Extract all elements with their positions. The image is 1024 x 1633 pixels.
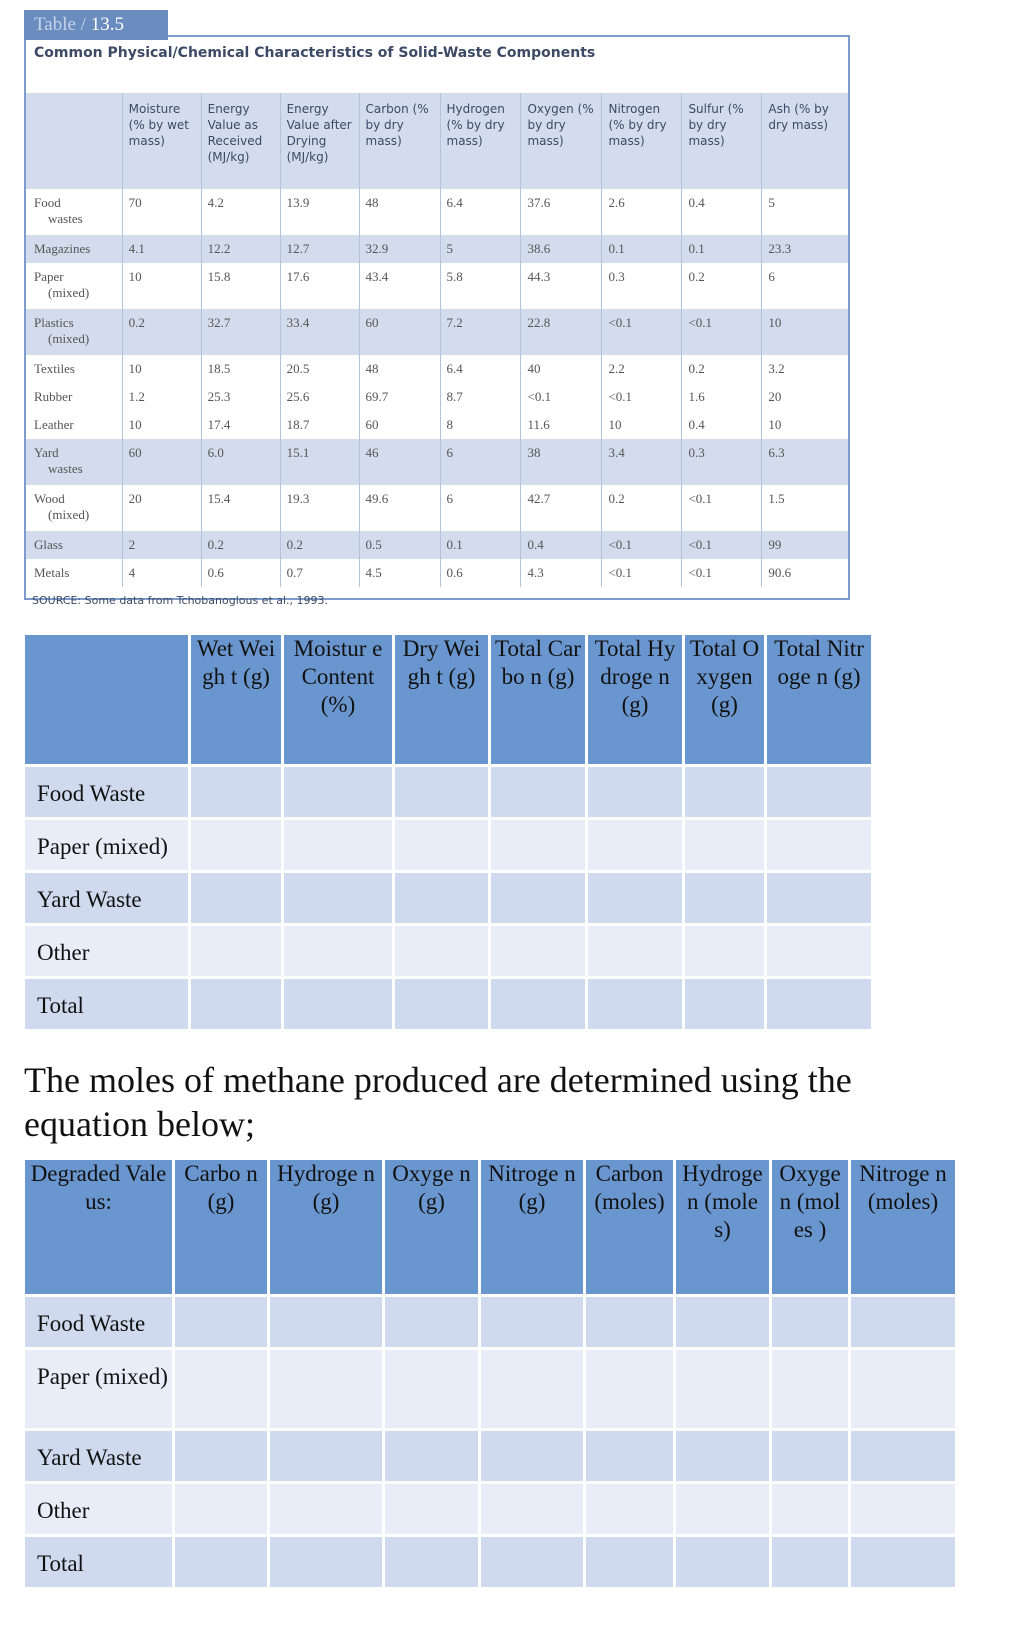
- table-cell: 6: [440, 439, 521, 485]
- table-cell: 46: [359, 439, 440, 485]
- empty-cell[interactable]: [191, 820, 281, 870]
- table-cell: 5: [440, 235, 521, 263]
- table-cell: 37.6: [521, 189, 602, 235]
- table-cell: 99: [762, 531, 848, 559]
- table-cell: <0.1: [682, 559, 762, 587]
- row-label: Yard Waste: [25, 873, 188, 923]
- table-cell: 18.5: [201, 355, 280, 383]
- table-row: [25, 1484, 955, 1534]
- empty-cell[interactable]: [395, 820, 488, 870]
- table-cell: 11.6: [521, 411, 602, 439]
- table-cell: 4.3: [521, 559, 602, 587]
- column-header: Total Nitroge n (g): [767, 635, 871, 764]
- table-cell: 44.3: [521, 263, 602, 309]
- table-cell: <0.1: [682, 309, 762, 355]
- row-label: Other: [25, 1484, 172, 1534]
- table-cell: 6: [440, 485, 521, 531]
- table-cell: 15.4: [201, 485, 280, 531]
- row-label: Paper (mixed): [25, 1350, 172, 1428]
- row-label: [26, 531, 122, 559]
- table-cell: <0.1: [682, 531, 762, 559]
- table-cell: 0.4: [682, 411, 762, 439]
- table-cell: 38.6: [521, 235, 602, 263]
- row-label: [26, 485, 122, 531]
- column-header: Carbon (% by dry mass): [359, 93, 440, 189]
- table-cell: 5: [762, 189, 848, 235]
- table-cell: 38: [521, 439, 602, 485]
- empty-cell[interactable]: [191, 873, 281, 923]
- row-label: Total: [25, 1537, 172, 1587]
- column-header: Total Hydroge n (g): [588, 635, 682, 764]
- row-label-text: Glass: [34, 537, 63, 552]
- table-cell: 4: [122, 559, 201, 587]
- column-header: Moistur e Content (%): [284, 635, 392, 764]
- table-cell: <0.1: [602, 309, 682, 355]
- row-label: [26, 235, 122, 263]
- table-cell: 8.7: [440, 383, 521, 411]
- column-header: Oxyge n (g): [385, 1160, 478, 1294]
- column-header: Total Carbo n (g): [491, 635, 585, 764]
- empty-cell[interactable]: [191, 979, 281, 1029]
- empty-cell[interactable]: [395, 926, 488, 976]
- empty-cell[interactable]: [481, 1537, 583, 1587]
- empty-cell[interactable]: [284, 979, 392, 1029]
- empty-cell[interactable]: [851, 1297, 955, 1347]
- column-header: Oxyge n (moles ): [772, 1160, 848, 1294]
- empty-cell[interactable]: [175, 1484, 267, 1534]
- column-header: Energy Value after Drying (MJ/kg): [280, 93, 359, 189]
- row-label: [26, 559, 122, 587]
- empty-cell[interactable]: [284, 820, 392, 870]
- table-cell: 33.4: [280, 309, 359, 355]
- table-cell: 10: [122, 355, 201, 383]
- table-cell: 10: [762, 411, 848, 439]
- empty-cell[interactable]: [767, 820, 871, 870]
- empty-cell[interactable]: [491, 767, 585, 817]
- table-cell: 0.1: [682, 235, 762, 263]
- empty-cell[interactable]: [270, 1537, 382, 1587]
- table-cell: 5.8: [440, 263, 521, 309]
- empty-cell[interactable]: [772, 1537, 848, 1587]
- column-header: Carbon (moles): [586, 1160, 673, 1294]
- empty-cell[interactable]: [270, 1350, 382, 1428]
- table-cell: 10: [602, 411, 682, 439]
- empty-cell[interactable]: [588, 767, 682, 817]
- row-label-text: Plastics: [34, 315, 74, 330]
- empty-cell[interactable]: [586, 1431, 673, 1481]
- row-label-continued: (mixed): [48, 331, 90, 346]
- row-label: [26, 411, 122, 439]
- row-label-text: Paper: [34, 269, 64, 284]
- row-label-text: Wood: [34, 491, 65, 506]
- table-cell: 4.2: [201, 189, 280, 235]
- table-row: [25, 926, 871, 976]
- table-cell: <0.1: [602, 531, 682, 559]
- table-cell: <0.1: [602, 383, 682, 411]
- empty-cell[interactable]: [586, 1297, 673, 1347]
- table-cell: 20: [122, 485, 201, 531]
- table-row: [26, 355, 848, 383]
- column-header: Hydroge n (moles): [676, 1160, 769, 1294]
- table-cell: 1.6: [682, 383, 762, 411]
- empty-cell[interactable]: [676, 1537, 769, 1587]
- table-number-label: [24, 10, 168, 40]
- empty-cell[interactable]: [175, 1297, 267, 1347]
- table-cell: 0.2: [602, 485, 682, 531]
- table-cell: 42.7: [521, 485, 602, 531]
- empty-cell[interactable]: [385, 1484, 478, 1534]
- row-label-text: Food: [34, 195, 61, 210]
- table-cell: 48: [359, 355, 440, 383]
- table-cell: 23.3: [762, 235, 848, 263]
- worksheet-degraded-table: [22, 1157, 958, 1590]
- empty-cell[interactable]: [491, 979, 585, 1029]
- table-row: [26, 235, 848, 263]
- empty-cell[interactable]: [767, 767, 871, 817]
- table-cell: 0.2: [122, 309, 201, 355]
- table-cell: 17.6: [280, 263, 359, 309]
- table-cell: 6.3: [762, 439, 848, 485]
- empty-cell[interactable]: [588, 873, 682, 923]
- table-cell: 0.4: [521, 531, 602, 559]
- table-row: [25, 1431, 955, 1481]
- empty-cell[interactable]: [395, 979, 488, 1029]
- row-label: Yard Waste: [25, 1431, 172, 1481]
- table-cell: 19.3: [280, 485, 359, 531]
- column-header: [25, 635, 188, 764]
- column-header: Nitrogen (% by dry mass): [602, 93, 682, 189]
- table-cell: 15.8: [201, 263, 280, 309]
- table-cell: 18.7: [280, 411, 359, 439]
- table-cell: 0.5: [359, 531, 440, 559]
- empty-cell[interactable]: [586, 1537, 673, 1587]
- empty-cell[interactable]: [270, 1297, 382, 1347]
- empty-cell[interactable]: [586, 1484, 673, 1534]
- row-label-continued: (mixed): [48, 285, 90, 300]
- table-cell: 12.2: [201, 235, 280, 263]
- table-cell: 43.4: [359, 263, 440, 309]
- empty-cell[interactable]: [685, 820, 764, 870]
- row-label: [26, 263, 122, 309]
- column-header: Nitroge n (moles): [851, 1160, 955, 1294]
- empty-cell[interactable]: [385, 1350, 478, 1428]
- row-label: Paper (mixed): [25, 820, 188, 870]
- empty-cell[interactable]: [481, 1431, 583, 1481]
- characteristics-table: [26, 93, 848, 587]
- empty-cell[interactable]: [767, 873, 871, 923]
- row-label-text: Rubber: [34, 389, 73, 404]
- column-header: Moisture (% by wet mass): [122, 93, 201, 189]
- table-cell: 3.4: [602, 439, 682, 485]
- empty-cell[interactable]: [851, 1431, 955, 1481]
- column-header: Hydroge n (g): [270, 1160, 382, 1294]
- table-cell: 0.7: [280, 559, 359, 587]
- table-row: [25, 767, 871, 817]
- table-cell: 4.5: [359, 559, 440, 587]
- empty-cell[interactable]: [395, 767, 488, 817]
- row-label: [26, 439, 122, 485]
- table-cell: <0.1: [521, 383, 602, 411]
- empty-cell[interactable]: [491, 820, 585, 870]
- table-cell: 6.0: [201, 439, 280, 485]
- table-row: [26, 531, 848, 559]
- table-cell: 0.4: [682, 189, 762, 235]
- row-label-text: Leather: [34, 417, 74, 432]
- column-header: Wet Weigh t (g): [191, 635, 281, 764]
- column-header: Nitroge n (g): [481, 1160, 583, 1294]
- row-label: Other: [25, 926, 188, 976]
- methane-equation-sentence: The moles of methane produced are determined using the equation below;: [24, 1060, 852, 1144]
- empty-cell[interactable]: [676, 1297, 769, 1347]
- row-label-text: Metals: [34, 565, 70, 580]
- table-cell: 60: [359, 309, 440, 355]
- table-source-note: SOURCE: Some data from Tchobanoglous et al., 1993.: [32, 594, 329, 607]
- table-cell: 10: [122, 411, 201, 439]
- row-label-text: Magazines: [34, 241, 91, 256]
- empty-cell[interactable]: [685, 873, 764, 923]
- table-cell: 0.6: [440, 559, 521, 587]
- empty-cell[interactable]: [851, 1537, 955, 1587]
- empty-cell[interactable]: [191, 926, 281, 976]
- empty-cell[interactable]: [772, 1297, 848, 1347]
- empty-cell[interactable]: [767, 926, 871, 976]
- table-row: [25, 873, 871, 923]
- table-row: [26, 485, 848, 531]
- table-cell: 6: [762, 263, 848, 309]
- empty-cell[interactable]: [175, 1350, 267, 1428]
- empty-cell[interactable]: [481, 1297, 583, 1347]
- column-header: Energy Value as Received (MJ/kg): [201, 93, 280, 189]
- totals-grid: [22, 632, 874, 1032]
- row-label: Food Waste: [25, 767, 188, 817]
- table-cell: 0.3: [682, 439, 762, 485]
- table-label-prefix: Table /: [34, 14, 86, 35]
- row-label-continued: (mixed): [48, 507, 90, 522]
- worksheet-totals-table: [22, 632, 874, 1032]
- empty-cell[interactable]: [191, 767, 281, 817]
- table-cell: 0.2: [280, 531, 359, 559]
- empty-cell[interactable]: [385, 1537, 478, 1587]
- empty-cell[interactable]: [685, 979, 764, 1029]
- table-cell: 1.5: [762, 485, 848, 531]
- table-cell: 4.1: [122, 235, 201, 263]
- table-cell: 0.1: [602, 235, 682, 263]
- empty-cell[interactable]: [586, 1350, 673, 1428]
- empty-cell[interactable]: [481, 1350, 583, 1428]
- table-cell: 17.4: [201, 411, 280, 439]
- table-cell: 2.2: [602, 355, 682, 383]
- empty-cell[interactable]: [676, 1350, 769, 1428]
- table-cell: 60: [359, 411, 440, 439]
- column-header: Dry Weigh t (g): [395, 635, 488, 764]
- empty-cell[interactable]: [676, 1431, 769, 1481]
- table-cell: 8: [440, 411, 521, 439]
- empty-cell[interactable]: [284, 926, 392, 976]
- empty-cell[interactable]: [772, 1484, 848, 1534]
- empty-cell[interactable]: [588, 979, 682, 1029]
- table-cell: 10: [762, 309, 848, 355]
- degraded-grid: [22, 1157, 958, 1590]
- table-cell: 25.6: [280, 383, 359, 411]
- column-header: Carbo n (g): [175, 1160, 267, 1294]
- table-cell: 70: [122, 189, 201, 235]
- table-cell: 10: [122, 263, 201, 309]
- row-label: [26, 309, 122, 355]
- table-row: [26, 383, 848, 411]
- table-row: [25, 1297, 955, 1347]
- table-cell: 12.7: [280, 235, 359, 263]
- column-header: [26, 93, 122, 189]
- table-row: [25, 1350, 955, 1428]
- empty-cell[interactable]: [175, 1431, 267, 1481]
- table-row: [25, 1537, 955, 1587]
- column-header: Hydrogen (% by dry mass): [440, 93, 521, 189]
- row-label: [26, 355, 122, 383]
- empty-cell[interactable]: [685, 767, 764, 817]
- row-label: Food Waste: [25, 1297, 172, 1347]
- table-cell: 15.1: [280, 439, 359, 485]
- column-header: Total Oxygen (g): [685, 635, 764, 764]
- row-label: [26, 383, 122, 411]
- table-row: [26, 559, 848, 587]
- table-cell: 69.7: [359, 383, 440, 411]
- table-cell: 25.3: [201, 383, 280, 411]
- table-row: [26, 411, 848, 439]
- table-cell: 0.2: [201, 531, 280, 559]
- empty-cell[interactable]: [481, 1484, 583, 1534]
- table-cell: 20: [762, 383, 848, 411]
- table-cell: 2: [122, 531, 201, 559]
- table-cell: 20.5: [280, 355, 359, 383]
- empty-cell[interactable]: [284, 767, 392, 817]
- empty-cell[interactable]: [772, 1350, 848, 1428]
- table-label-number: 13.5: [90, 14, 124, 35]
- table-cell: 3.2: [762, 355, 848, 383]
- table-cell: 0.6: [201, 559, 280, 587]
- table-cell: 32.7: [201, 309, 280, 355]
- table-row: [26, 439, 848, 485]
- table-cell: 40: [521, 355, 602, 383]
- table-cell: 60: [122, 439, 201, 485]
- column-header: Degraded Valeus:: [25, 1160, 172, 1294]
- empty-cell[interactable]: [772, 1431, 848, 1481]
- row-label-text: Textiles: [34, 361, 75, 376]
- table-cell: 49.6: [359, 485, 440, 531]
- table-cell: 0.2: [682, 263, 762, 309]
- table-cell: 90.6: [762, 559, 848, 587]
- empty-cell[interactable]: [284, 873, 392, 923]
- empty-cell[interactable]: [395, 873, 488, 923]
- table-cell: 13.9: [280, 189, 359, 235]
- column-header: Oxygen (% by dry mass): [521, 93, 602, 189]
- table-row: [26, 309, 848, 355]
- row-label-text: Yard: [34, 445, 59, 460]
- table-body: [26, 93, 848, 587]
- row-label: [26, 189, 122, 235]
- column-header: Sulfur (% by dry mass): [682, 93, 762, 189]
- table-row: [25, 820, 871, 870]
- table-cell: 48: [359, 189, 440, 235]
- table-cell: <0.1: [682, 485, 762, 531]
- empty-cell[interactable]: [588, 926, 682, 976]
- empty-cell[interactable]: [851, 1484, 955, 1534]
- table-row: [26, 263, 848, 309]
- table-cell: 2.6: [602, 189, 682, 235]
- table-cell: 0.3: [602, 263, 682, 309]
- empty-cell[interactable]: [270, 1431, 382, 1481]
- table-cell: 32.9: [359, 235, 440, 263]
- column-header: Ash (% by dry mass): [762, 93, 848, 189]
- table-cell: 6.4: [440, 189, 521, 235]
- row-label-continued: wastes: [48, 461, 83, 476]
- table-cell: 0.1: [440, 531, 521, 559]
- empty-cell[interactable]: [491, 926, 585, 976]
- table-cell: 6.4: [440, 355, 521, 383]
- table-row: [26, 189, 848, 235]
- table-title: Common Physical/Chemical Characteristics of Solid-Waste Components: [34, 45, 596, 61]
- table-cell: 1.2: [122, 383, 201, 411]
- empty-cell[interactable]: [385, 1297, 478, 1347]
- empty-cell[interactable]: [767, 979, 871, 1029]
- table-frame: [24, 35, 850, 600]
- row-label-continued: wastes: [48, 211, 83, 226]
- row-label: Total: [25, 979, 188, 1029]
- empty-cell[interactable]: [270, 1484, 382, 1534]
- empty-cell[interactable]: [175, 1537, 267, 1587]
- empty-cell[interactable]: [491, 873, 585, 923]
- table-row: [25, 979, 871, 1029]
- empty-cell[interactable]: [588, 820, 682, 870]
- table-cell: 22.8: [521, 309, 602, 355]
- table-cell: 0.2: [682, 355, 762, 383]
- empty-cell[interactable]: [385, 1431, 478, 1481]
- empty-cell[interactable]: [851, 1350, 955, 1428]
- empty-cell[interactable]: [685, 926, 764, 976]
- table-cell: 7.2: [440, 309, 521, 355]
- empty-cell[interactable]: [676, 1484, 769, 1534]
- table-cell: <0.1: [602, 559, 682, 587]
